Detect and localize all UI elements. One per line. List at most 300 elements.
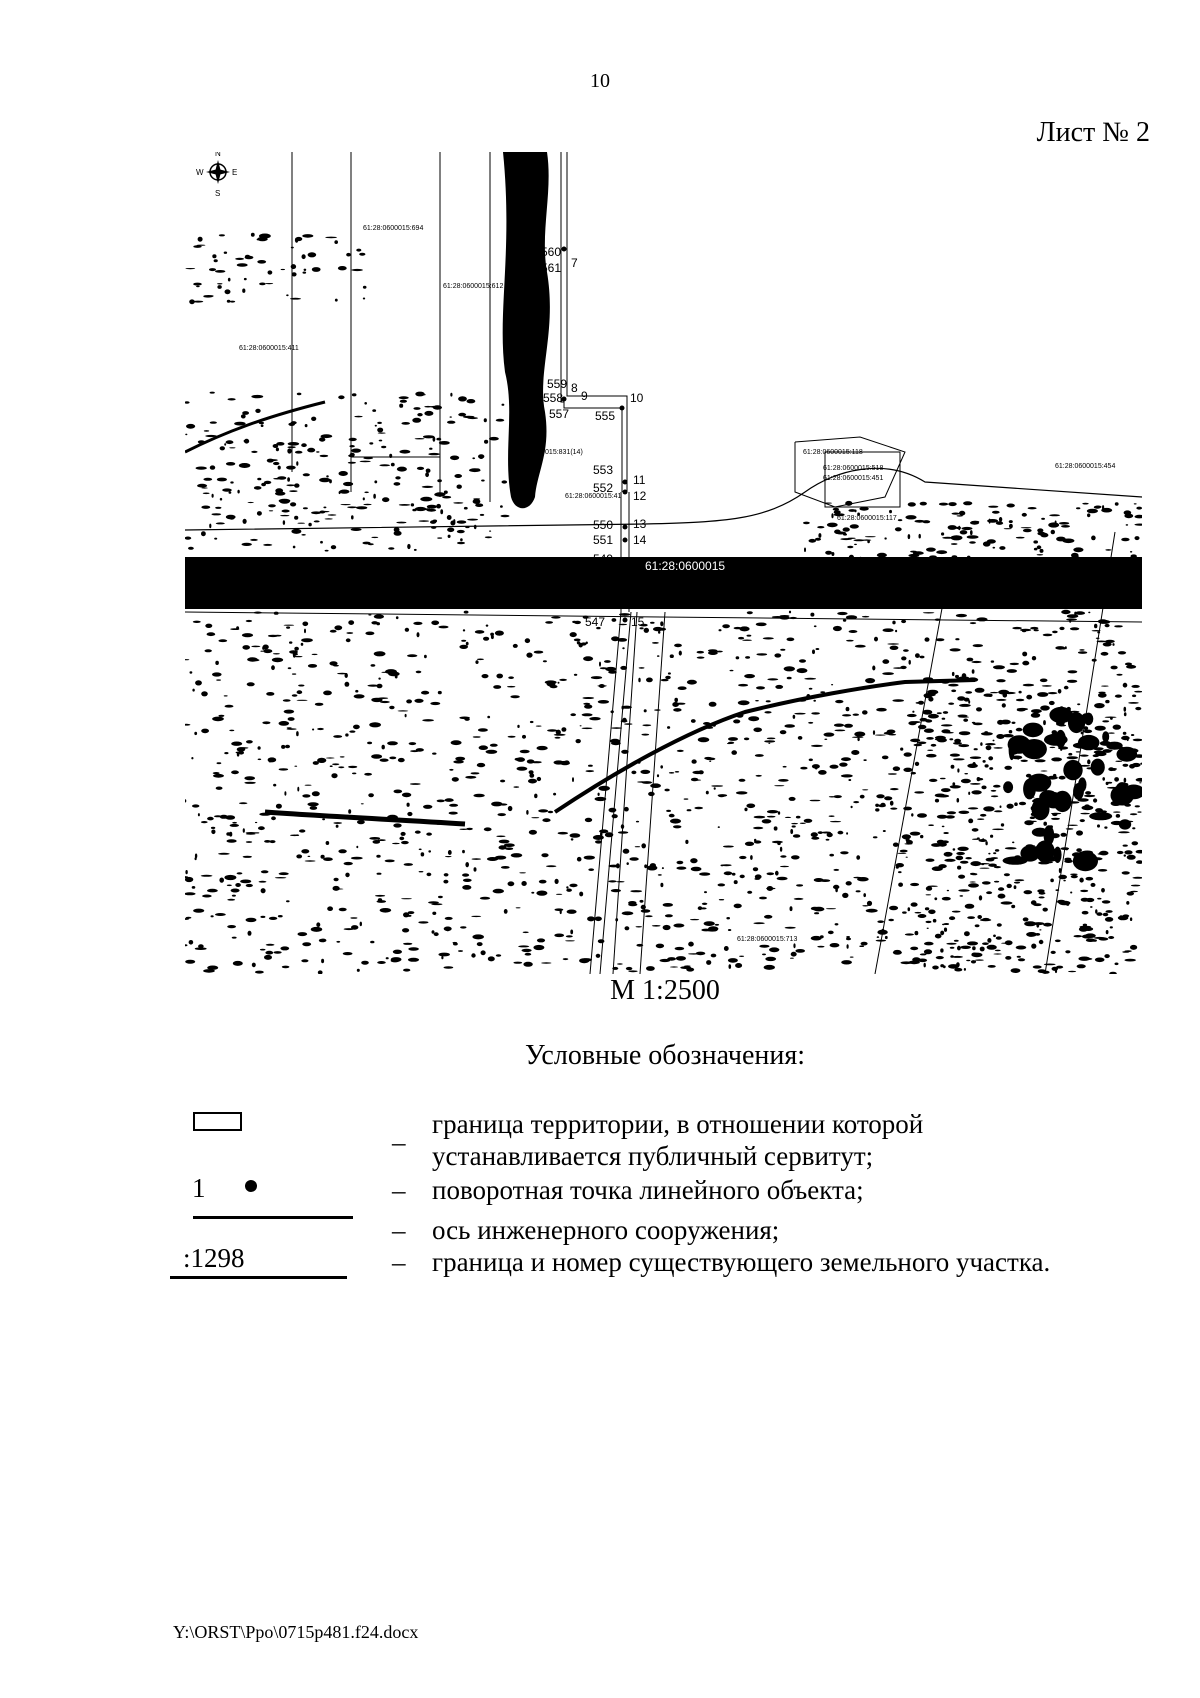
terrain-speck (242, 633, 253, 637)
terrain-speck (483, 637, 489, 641)
terrain-speck (996, 734, 1004, 739)
terrain-speck (407, 915, 412, 917)
terrain-speck (380, 908, 392, 913)
terrain-speck (330, 630, 337, 633)
terrain-speck (554, 934, 564, 938)
terrain-speck (441, 956, 443, 959)
terrain-speck (388, 547, 394, 550)
terrain-speck (1085, 958, 1093, 960)
terrain-speck (333, 888, 343, 889)
terrain-speck (952, 672, 955, 676)
terrain-speck (496, 954, 501, 957)
terrain-speck (584, 704, 592, 708)
terrain-speck (911, 902, 918, 906)
terrain-speck (1000, 805, 1002, 808)
terrain-speck (873, 730, 875, 735)
terrain-speck (774, 826, 778, 830)
terrain-speck (955, 638, 959, 640)
terrain-speck (843, 527, 850, 531)
terrain-speck (475, 503, 483, 507)
terrain-speck (529, 770, 534, 774)
terrain-speck (288, 442, 300, 446)
terrain-speck (371, 664, 376, 667)
terrain-speck (232, 937, 237, 939)
terrain-speck (359, 253, 365, 256)
terrain-speck (297, 700, 308, 701)
terrain-speck (437, 537, 442, 538)
terrain-speck (215, 507, 221, 509)
terrain-speck (680, 966, 691, 969)
terrain-speck (730, 670, 734, 672)
terrain-speck (361, 961, 369, 965)
terrain-speck (1059, 776, 1066, 780)
terrain-speck (982, 918, 989, 920)
terrain-speck (980, 868, 990, 869)
terrain-speck (286, 900, 290, 902)
terrain-speck (684, 798, 689, 799)
legend-text-4: граница и номер существующего земельного участка. (432, 1247, 1051, 1277)
terrain-speck (437, 800, 445, 803)
terrain-speck (853, 539, 864, 541)
terrain-speck (957, 696, 965, 701)
terrain-speck (687, 809, 692, 811)
terrain-speck (956, 614, 967, 617)
terrain-speck (882, 659, 889, 664)
terrain-speck (747, 611, 753, 614)
terrain-speck (377, 422, 382, 424)
terrain-speck (284, 625, 295, 626)
terrain-speck (447, 515, 452, 520)
terrain-speck (616, 881, 624, 882)
terrain-speck (1024, 820, 1033, 825)
terrain-speck (646, 678, 653, 683)
terrain-speck (1091, 759, 1105, 776)
terrain-speck (948, 703, 954, 705)
terrain-speck (201, 531, 206, 536)
terrain-speck (993, 953, 1001, 954)
terrain-speck (999, 517, 1002, 522)
terrain-speck (389, 757, 396, 760)
terrain-speck (415, 507, 426, 511)
terrain-speck (500, 780, 505, 783)
terrain-speck (399, 837, 404, 841)
cadastral-map (185, 152, 1142, 974)
terrain-speck (1012, 627, 1022, 629)
terrain-speck (1048, 692, 1058, 694)
terrain-speck (283, 520, 285, 525)
terrain-speck (218, 853, 230, 855)
terrain-speck (1113, 725, 1121, 730)
terrain-speck (525, 953, 532, 956)
terrain-speck (923, 612, 935, 613)
terrain-speck (1037, 889, 1044, 892)
terrain-speck (496, 836, 505, 838)
terrain-speck (218, 639, 227, 642)
terrain-speck (778, 779, 789, 782)
terrain-speck (213, 774, 224, 778)
terrain-speck (1052, 631, 1058, 634)
terrain-speck (262, 721, 270, 724)
terrain-speck (827, 523, 838, 528)
terrain-speck (522, 949, 532, 952)
terrain-speck (471, 772, 480, 774)
terrain-speck (280, 515, 289, 516)
terrain-speck (1043, 720, 1046, 725)
legend-dash-1: – (392, 1127, 406, 1157)
terrain-speck (413, 407, 420, 410)
quarter-label: 61:28:0600015 (645, 559, 726, 573)
terrain-speck (220, 498, 222, 501)
terrain-speck (1069, 618, 1071, 622)
terrain-speck (983, 760, 986, 763)
parcel-label-451: 61:28:0600015:451 (823, 475, 884, 482)
terrain-speck (963, 501, 972, 505)
terrain-speck (942, 897, 951, 901)
terrain-speck (690, 858, 697, 863)
terrain-speck (473, 736, 481, 738)
terrain-speck (1115, 695, 1122, 698)
terrain-speck (676, 956, 686, 961)
terrain-speck (1020, 629, 1031, 632)
terrain-speck (762, 819, 772, 823)
terrain-speck (411, 503, 414, 506)
terrain-speck (484, 440, 488, 444)
terrain-speck (216, 522, 225, 524)
terrain-speck (688, 942, 694, 947)
terrain-speck (734, 880, 738, 884)
terrain-speck (690, 919, 699, 920)
terrain-speck (286, 626, 290, 628)
terrain-speck (976, 707, 982, 711)
terrain-speck (674, 644, 682, 648)
terrain-speck (937, 738, 947, 743)
terrain-speck (1088, 612, 1090, 614)
terrain-speck (373, 840, 381, 844)
terrain-speck (698, 770, 703, 774)
terrain-speck (977, 818, 984, 820)
terrain-speck (1068, 753, 1072, 756)
terrain-speck (297, 393, 302, 396)
terrain-speck (1114, 777, 1119, 782)
terrain-speck (808, 722, 813, 724)
terrain-speck (1124, 514, 1133, 519)
terrain-speck (189, 299, 195, 304)
terrain-speck (909, 660, 911, 665)
terrain-speck (609, 808, 617, 813)
terrain-speck (774, 785, 784, 786)
terrain-speck (754, 840, 761, 843)
terrain-speck (842, 893, 848, 898)
terrain-speck (480, 458, 483, 459)
terrain-speck (694, 807, 703, 810)
terrain-speck (1068, 670, 1078, 673)
terrain-speck (314, 520, 320, 522)
terrain-speck (988, 506, 998, 508)
terrain-speck (301, 959, 308, 962)
terrain-speck (1082, 503, 1088, 505)
terrain-speck (319, 939, 326, 942)
terrain-speck (251, 395, 263, 398)
terrain-speck (985, 743, 996, 745)
terrain-speck (742, 640, 752, 641)
terrain-speck (407, 812, 412, 816)
terrain-speck (650, 783, 661, 788)
terrain-speck (273, 444, 279, 448)
terrain-speck (1002, 703, 1006, 707)
terrain-speck (369, 837, 380, 840)
terrain-speck (811, 837, 819, 840)
terrain-speck (970, 881, 976, 882)
terrain-speck (1052, 813, 1057, 816)
terrain-speck (1056, 966, 1063, 969)
terrain-speck (1019, 691, 1022, 694)
terrain-speck (1074, 935, 1083, 937)
terrain-speck (301, 849, 309, 853)
terrain-speck (225, 289, 231, 294)
terrain-speck (345, 873, 349, 878)
terrain-speck (950, 754, 960, 757)
terrain-speck (389, 706, 394, 709)
terrain-speck (734, 627, 742, 629)
terrain-speck (523, 932, 529, 934)
terrain-speck (499, 840, 510, 844)
terrain-speck (484, 827, 492, 831)
terrain-speck (728, 742, 734, 744)
terrain-speck (744, 738, 749, 741)
terrain-speck (877, 936, 879, 938)
terrain-speck (1101, 888, 1105, 893)
terrain-speck (1022, 513, 1027, 517)
terrain-speck (867, 901, 872, 906)
terrain-speck (863, 893, 866, 897)
terrain-speck (846, 832, 848, 834)
terrain-speck (396, 616, 399, 619)
terrain-speck (277, 476, 286, 479)
terrain-speck (543, 660, 547, 662)
terrain-speck (521, 881, 526, 886)
terrain-speck (242, 645, 250, 650)
terrain-speck (640, 900, 644, 903)
terrain-speck (371, 698, 382, 702)
terrain-speck (379, 464, 390, 466)
terrain-speck (906, 857, 908, 858)
terrain-speck (427, 509, 437, 512)
terrain-speck (847, 944, 849, 949)
terrain-speck (1098, 693, 1107, 698)
terrain-speck (1059, 627, 1064, 630)
terrain-speck (401, 422, 410, 425)
terrain-speck (959, 811, 965, 813)
terrain-speck (378, 433, 386, 434)
terrain-speck (759, 945, 769, 948)
terrain-speck (508, 676, 514, 679)
terrain-speck (480, 514, 484, 516)
terrain-speck (295, 237, 302, 241)
terrain-speck (728, 929, 731, 931)
terrain-speck (264, 840, 271, 843)
terrain-speck (282, 510, 290, 513)
terrain-speck (736, 656, 740, 659)
terrain-speck (724, 946, 729, 951)
terrain-speck (1035, 840, 1054, 862)
terrain-speck (1061, 610, 1070, 614)
terrain-speck (772, 841, 783, 843)
terrain-speck (1126, 665, 1136, 669)
terrain-speck (988, 853, 990, 855)
terrain-speck (204, 430, 209, 432)
terrain-speck (371, 537, 378, 538)
terrain-speck (1130, 551, 1132, 553)
terrain-speck (1112, 643, 1114, 646)
terrain-speck (207, 632, 216, 636)
terrain-speck (546, 865, 556, 867)
terrain-speck (316, 451, 319, 452)
terrain-speck (1089, 812, 1112, 820)
terrain-speck (465, 862, 469, 867)
terrain-speck (598, 700, 609, 704)
terrain-speck (840, 851, 848, 854)
terrain-speck (321, 855, 325, 859)
terrain-speck (320, 455, 329, 457)
terrain-speck (1063, 760, 1082, 780)
terrain-speck (920, 502, 927, 506)
terrain-speck (738, 684, 748, 687)
terrain-speck (255, 971, 264, 974)
terrain-speck (1118, 831, 1130, 833)
terrain-speck (558, 682, 560, 684)
terrain-speck (405, 714, 407, 717)
terrain-speck (391, 959, 400, 962)
legend-dash-2: – (392, 1175, 406, 1205)
terrain-speck (612, 618, 617, 622)
terrain-speck (981, 732, 993, 735)
terrain-speck (1009, 524, 1013, 528)
terrain-speck (386, 957, 389, 959)
terrain-speck (718, 794, 728, 797)
terrain-speck (638, 678, 640, 683)
terrain-speck (957, 946, 961, 951)
terrain-speck (281, 745, 285, 749)
terrain-speck (312, 729, 314, 731)
terrain-speck (244, 782, 256, 784)
terrain-speck (415, 438, 425, 439)
terrain-speck (865, 536, 876, 537)
terrain-speck (508, 881, 515, 886)
terrain-speck (709, 761, 711, 762)
terrain-speck (954, 739, 961, 743)
terrain-speck (513, 786, 519, 788)
terrain-speck (1124, 850, 1132, 854)
terrain-speck (692, 759, 697, 763)
terrain-speck (997, 720, 1004, 725)
terrain-speck (958, 875, 965, 879)
terrain-speck (265, 951, 273, 955)
terrain-speck (220, 815, 228, 819)
terrain-speck (722, 624, 730, 628)
terrain-speck (338, 266, 347, 270)
terrain-speck (919, 656, 924, 659)
terrain-speck (1134, 503, 1137, 504)
terrain-speck (453, 502, 463, 504)
terrain-speck (1010, 663, 1019, 665)
terrain-speck (1095, 958, 1105, 963)
terrain-speck (937, 815, 948, 819)
terrain-speck (345, 682, 350, 687)
terrain-speck (862, 710, 868, 714)
terrain-speck (224, 443, 226, 446)
terrain-speck (481, 950, 486, 955)
terrain-speck (608, 880, 616, 882)
terrain-speck (847, 546, 853, 549)
terrain-speck (791, 952, 797, 957)
terrain-speck (767, 872, 775, 875)
terrain-speck (783, 766, 787, 768)
terrain-speck (767, 886, 773, 891)
terrain-speck (958, 889, 969, 891)
terrain-speck (896, 866, 899, 869)
terrain-speck (296, 731, 299, 736)
terrain-speck (193, 245, 201, 248)
terrain-speck (203, 295, 213, 297)
terrain-speck (728, 958, 738, 963)
terrain-speck (489, 531, 491, 532)
terrain-speck (287, 728, 297, 730)
terrain-speck (964, 773, 968, 774)
terrain-speck (210, 465, 215, 469)
terrain-speck (585, 818, 592, 822)
terrain-speck (993, 740, 995, 742)
parcel-sample-number: :1298 (183, 1243, 245, 1273)
terrain-speck (670, 819, 681, 824)
terrain-speck (767, 738, 776, 740)
terrain-speck (800, 767, 807, 770)
terrain-speck (419, 520, 430, 522)
terrain-speck (775, 685, 783, 689)
terrain-speck (294, 766, 297, 767)
terrain-speck (1085, 791, 1091, 795)
terrain-speck (1077, 964, 1086, 968)
terrain-speck (804, 819, 813, 823)
terrain-speck (412, 418, 421, 423)
terrain-speck (667, 957, 676, 961)
terrain-speck (417, 632, 420, 637)
terrain-speck (320, 541, 323, 544)
terrain-speck (530, 721, 534, 723)
terrain-speck (812, 764, 820, 769)
terrain-speck (610, 739, 620, 743)
terrain-speck (911, 813, 913, 816)
terrain-speck (279, 872, 289, 875)
terrain-speck (490, 744, 498, 747)
terrain-speck (935, 799, 939, 803)
terrain-speck (944, 923, 949, 925)
terrain-speck (340, 756, 345, 757)
terrain-speck (438, 626, 448, 629)
terrain-speck (842, 714, 851, 716)
terrain-speck (764, 915, 772, 919)
terrain-speck (1001, 901, 1013, 904)
terrain-speck (348, 462, 356, 464)
terrain-speck (581, 642, 587, 645)
point-551: 551 (593, 533, 614, 547)
terrain-speck (333, 822, 342, 824)
terrain-speck (554, 760, 564, 764)
terrain-speck (611, 889, 621, 892)
terrain-speck (570, 632, 577, 637)
terrain-speck (1113, 811, 1121, 812)
terrain-speck (835, 700, 843, 703)
terrain-speck (856, 890, 861, 892)
